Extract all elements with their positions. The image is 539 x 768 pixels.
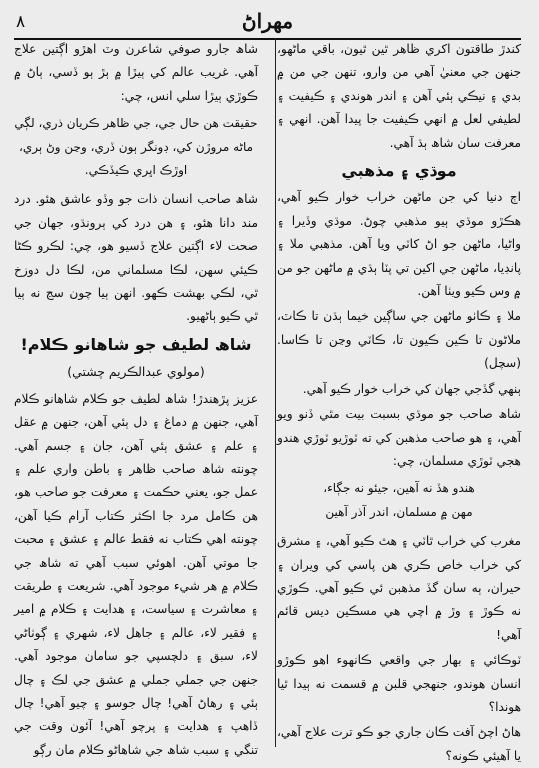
section-heading: موڌي ۽ مذهبي bbox=[341, 161, 457, 181]
verse-block bbox=[277, 477, 521, 524]
page-header bbox=[14, 10, 521, 40]
paragraph: مغرب کي خراب ٿاٽي ۽ هٿ ڪيو آهي، ۽ مشرق کي خراب خاص ڪري هن پاسي کي ويران ۽ حيران، ٻه سان گڏ مذهبن ئي ڪيو آهي. ڪوڙي نه ڪوڙ ۽ وڙ ۾ اچي هي مسڪين ديس قائم آهي! bbox=[277, 534, 521, 642]
verse-line: مهن ۾ مسلمان، اندر آذر آهين bbox=[325, 504, 473, 519]
paragraph: اڄ دنيا کي جن ماڻهن خراب خوار ڪيو آهي، هڪڙو موڌي ٻيو مذهبي چوڻ. موڌي وڏيرا ۽ واڻيا، ماڻهن جو اڻ کاٽي ويا آهن. مذهبي ملا ۽ پانڊيا، ماڻهن جي اکين تي پٽا ٻڌي ۾ ماڻهن جو من ۾ وس ڪيو ويٺا آهن. bbox=[276, 190, 521, 299]
paragraph: ملا ۽ ڪاٺو ماڻهن جي ساڳين خيما ٻڌن تا ڪاٽ، ملاڻون تا ڪين ڪيون تا، ڪاٽي وڃن تا ڪاسا. (سچل) bbox=[277, 309, 521, 371]
paragraph: کندڙ طاقتون اکري ظاهر ٿين ٿيون، باقي ماڻهو، جنهن جي معنيٰ آهي من وارو، تنهن جي من ۾ بدي ۽ نيڪي ٻئي آهن ۽ اندر هوندي ۽ ڪيفيت ۽ لطيفي لعل ۾ انهي ڪيفيت جا پيدا آهن. انهي ۽ معرفت سان شاھ ٻڌ آهي. bbox=[277, 42, 521, 150]
verse-block: حقيقت هن حال جي، جي ظاهر ڪريان ذري، لڳي ماڻه مروڙن کي، ڊونگر ٻون ڏري، وڃن وڻ ٻري، اوڙڪ اڀري ڪيڏڪي. bbox=[14, 116, 258, 178]
author-byline: (مولوي عبدالڪريم چشتي) bbox=[67, 364, 205, 380]
paragraph: عزيز پڙهندڙ! شاھ لطيف جو ڪلام شاهانو ڪلام آهي، جنهن ۾ دماغ ۽ دل ٻئي آهن، جنهن ۾ عقل ۽ علم ۽ عشق ٻئي آهن، جان ۽ جسم آهي. چونته شاھ صاحب ظاهر ۽ باطن واري علم ۽ عمل جو، يعني حڪمت ۽ معرفت جو صاحب هو، هن ڪامل مرد جا اڪثر ڪتاب آرام ڪيا آهن، چونته اهي ڪتاب نه فقط عالم ۽ عشق ۽ محبت جا موتي آهن. اهوئي سبب آهي ته شاھ جي ڪلام ۾ هر شيء موجود آهي. شريعت ۽ طريقت ۽ معاشرت ۽ سياست، ۽ هدايت ۽ ڪلام ۾ امير ۽ فقير لاء، عالم ۽ جاهل لاء، شهري ۽ ڳوٺاڻي لاء، سبق ۽ دلچسپي جو سامان موجود آهي. جنهن جي جملي جملي ۾ عشق جي لڪ ۽ چال ٻئي ۽ رهاڻ آهي! چال جوسو ۽ چيو آهي! چال ڏاهپ ۽ هدايت ۽ پرچو آهي! آئون وقت جي تنگي ۽ سبب شاھ جي شاهاڻو ڪلام مان رڳو bbox=[14, 391, 258, 757]
text-columns bbox=[14, 38, 521, 763]
paragraph: هاڻ اچڻ آفت ڪان جاري جو ڪو ترت علاج آهي، يا آهيئي ڪونه؟ bbox=[277, 725, 521, 763]
right-column bbox=[276, 38, 521, 763]
paragraph: شاھ جارو صوفي شاعرن وٽ اهڙو اڳتين علاج آهي. غريب عالم کي ٻيڙا ۾ ٻڙ ٻو ڏسي، ٻاڻ ۾ ڪوڙي ٻيڙا سلي انس، چي: bbox=[14, 42, 258, 103]
paragraph: ٻنهي گڏجي جهان کي خراب خوار ڪيو آهي. bbox=[302, 381, 521, 396]
paragraph: شاھ صاحب انسان ذات جو وڏو عاشق هئو. درد مند دانا هئو، ۽ هن درد کي ٻرونڌو، جهان جي صحت لاء اڳتين علاج ڏسيو هو، چي: لڪرو ڪڻا ڪيئي سهن، لڪا مسلماني من، لڪا دل دوزخ ٿي، لڪي بهشت ڪهو. انهن ٻيا چون سڃ نه ٻيا ٿي ڪيو ٻاڻهيو. bbox=[14, 192, 258, 324]
left-column bbox=[14, 38, 258, 757]
page-number: ٨ bbox=[16, 12, 26, 32]
column-divider bbox=[275, 38, 276, 747]
paragraph: شاھ صاحب جو موڌي بسبت بيت مٿي ڏنو ويو آهي، ۽ هو صاحب مذهبن کي ته ٽوڙيو ٽوڙي هندو هجي ٽوڙي مسلمان، چي: bbox=[277, 407, 521, 468]
paragraph: ٽوڪائي ۽ بهار جي واقعي ڪانهوء اهو ڪوڙو انسان هوندو، جنهجي قلبن ۾ قسمت نه ٻيدا ٿيا هوندا؟ bbox=[277, 653, 521, 714]
journal-title: مهراڻ bbox=[241, 9, 294, 33]
verse-line: هندو هڏ نه آهين، جيئو نه جڳاء، bbox=[323, 481, 475, 496]
section-heading: شاھ لطيف جو شاهانو ڪلام! bbox=[20, 334, 252, 354]
